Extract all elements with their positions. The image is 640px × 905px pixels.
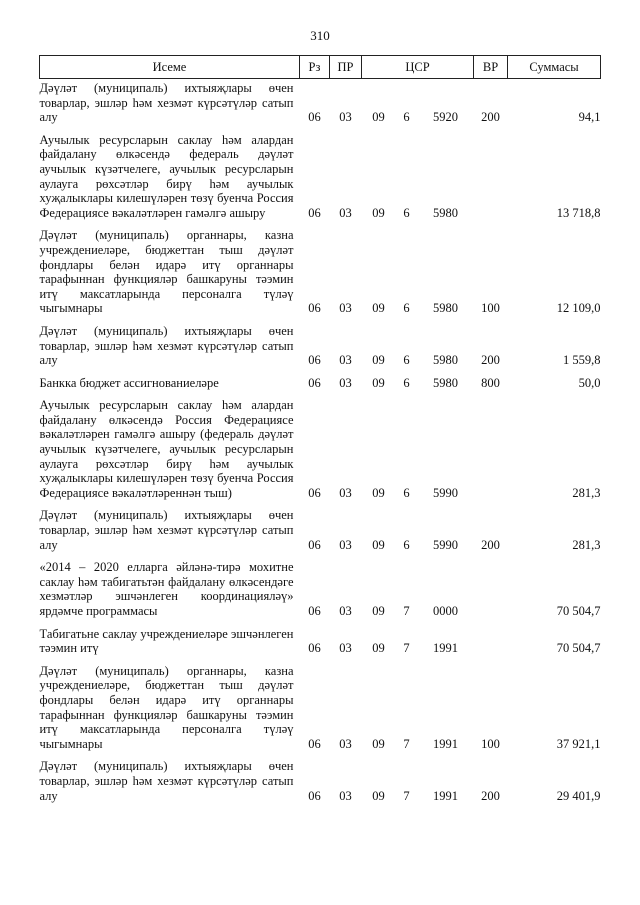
row-name: Аучылык ресурсларын саклау һәм алардан файдалану өлкәсендә федераль дәүләт аучылык күзәтчелеге, аучылык ресурсларын аулауга рөхсәтләр бирү һәм аучылык хуҗалыклары килешүләрен төзү буенча Россия Федерациясе вәкаләтләрен гамәлгә ашыру	[39, 132, 294, 220]
row-csr-part1: 09	[372, 301, 385, 316]
row-rz: 06	[308, 375, 321, 390]
row-csr-part3: 5920	[433, 110, 458, 125]
row-vr: 800	[481, 375, 500, 390]
table-row	[40, 503, 601, 555]
row-sum: 50,0	[578, 375, 601, 390]
row-vr: 200	[481, 353, 500, 368]
table-row	[40, 371, 601, 394]
row-name: Дәүләт (муниципаль) ихтыяҗлары өчен товарлар, эшләр һәм хезмәт күрсәтүләр сатып алу	[39, 81, 294, 125]
row-csr-part3: 5990	[433, 537, 458, 552]
row-name: Дәүләт (муниципаль) ихтыяҗлары өчен товарлар, эшләр һәм хезмәт күрсәтүләр сатып алу	[39, 759, 294, 803]
row-csr-part3: 5980	[433, 375, 458, 390]
row-vr	[474, 128, 508, 224]
row-pr: 03	[339, 110, 352, 125]
row-name: Банкка бюджет ассигнованиеләре	[39, 375, 219, 390]
col-header-pr: ПР	[330, 56, 362, 79]
row-vr: 200	[481, 788, 500, 803]
row-rz: 06	[308, 205, 321, 220]
row-rz: 06	[308, 604, 321, 618]
row-csr-part3: 0000	[433, 604, 458, 618]
table-row	[40, 659, 601, 755]
row-rz: 06	[308, 641, 321, 656]
row-rz: 06	[308, 110, 321, 125]
row-csr-part2: 7	[403, 641, 410, 656]
col-header-vr: ВР	[474, 56, 508, 79]
row-csr-part1: 09	[372, 353, 385, 368]
col-header-csr: ЦСР	[362, 56, 474, 79]
row-csr-part1: 09	[372, 537, 385, 552]
row-sum: 1 559,8	[563, 353, 601, 368]
row-vr: 100	[481, 736, 500, 751]
page-number: 310	[310, 28, 330, 43]
row-csr-part3: 5990	[433, 485, 458, 500]
row-rz: 06	[308, 736, 321, 751]
row-csr-part2: 7	[403, 736, 410, 751]
row-name: Дәүләт (муниципаль) органнары, казна учреждениеләре, бюджеттан тыш дәүләт фондлары белән идарә итү органнары тарафыннан функцияләр башкаруны тәэмин итү максатларында персоналга түләү чыгымнары	[39, 228, 294, 316]
row-sum: 37 921,1	[556, 736, 601, 751]
row-csr-part1: 09	[372, 736, 385, 751]
row-sum: 94,1	[578, 110, 601, 125]
row-csr-part2: 6	[403, 485, 410, 500]
row-csr-part1: 09	[372, 788, 385, 803]
row-sum: 281,3	[572, 485, 601, 500]
row-csr-part2: 6	[403, 375, 410, 390]
col-header-rz: Рз	[300, 56, 330, 79]
table-row	[40, 223, 601, 319]
row-csr-part3: 1991	[433, 641, 458, 656]
row-pr: 03	[339, 375, 352, 390]
row-vr	[474, 622, 508, 659]
row-csr-part2: 6	[403, 353, 410, 368]
row-csr-part2: 7	[403, 604, 410, 618]
row-csr-part1: 09	[372, 641, 385, 656]
row-sum: 12 109,0	[556, 301, 601, 316]
row-vr: 200	[481, 110, 500, 125]
row-csr-part3: 5980	[433, 353, 458, 368]
row-name: Дәүләт (муниципаль) органнары, казна учреждениеләре, бюджеттан тыш дәүләт фондлары белән идарә итү органнары тарафыннан функцияләр башкаруны тәэмин итү максатларында персоналга түләү чыгымнары	[39, 663, 294, 751]
row-sum: 13 718,8	[556, 205, 601, 220]
row-rz: 06	[308, 537, 321, 552]
row-rz: 06	[308, 485, 321, 500]
row-csr-part2: 6	[403, 537, 410, 552]
row-csr-part3: 5980	[433, 205, 458, 220]
row-csr-part3: 5980	[433, 301, 458, 316]
row-rz: 06	[308, 788, 321, 803]
row-name: Аучылык ресурсларын саклау һәм алардан файдалану өлкәсендә Россия Федерациясе вәкаләтләрен гамәлгә ашыру (федераль дәүләт аучылык күзәтчелеге, аучылык ресурсларын аулауга рөхсәтләр бирү һәм аучылык хуҗалыклары килешүләрен төзү буенча Россия Федерациясе вәкаләтләреннән тыш)	[39, 398, 294, 500]
row-csr-part2: 7	[403, 788, 410, 803]
row-vr	[474, 555, 508, 621]
row-csr-part1: 09	[372, 110, 385, 125]
row-csr-part3: 1991	[433, 788, 458, 803]
table-row	[40, 754, 601, 806]
row-csr-part2: 6	[403, 110, 410, 125]
row-name: Табигатьне саклау учреждениеләре эшчәнлеген тәэмин итү	[39, 626, 294, 656]
budget-table	[39, 55, 601, 806]
row-vr	[474, 393, 508, 503]
row-vr: 200	[481, 537, 500, 552]
row-sum: 281,3	[572, 537, 601, 552]
col-header-name: Исеме	[40, 56, 300, 79]
row-pr: 03	[339, 485, 352, 500]
row-rz: 06	[308, 301, 321, 316]
row-pr: 03	[339, 604, 352, 618]
row-name: Дәүләт (муниципаль) ихтыяҗлары өчен товарлар, эшләр һәм хезмәт күрсәтүләр сатып алу	[39, 508, 294, 552]
row-name: «2014 – 2020 елларга әйләнә-тирә мохитне саклау һәм табигатьтән файдалану өлкәсендәге хезмәтләр эшчәнлеген координацияләү» ярдәмче программасы	[39, 560, 294, 618]
row-csr-part2: 6	[403, 205, 410, 220]
table-row	[40, 622, 601, 659]
row-sum: 29 401,9	[556, 788, 601, 803]
table-row	[40, 128, 601, 224]
row-sum: 70 504,7	[556, 641, 601, 656]
row-csr-part3: 1991	[433, 736, 458, 751]
row-csr-part1: 09	[372, 485, 385, 500]
row-pr: 03	[339, 353, 352, 368]
table-row	[40, 555, 601, 621]
table-header	[40, 56, 601, 79]
row-sum: 70 504,7	[556, 604, 601, 618]
row-pr: 03	[339, 788, 352, 803]
row-csr-part1: 09	[372, 604, 385, 618]
row-csr-part1: 09	[372, 375, 385, 390]
row-name: Дәүләт (муниципаль) ихтыяҗлары өчен товарлар, эшләр һәм хезмәт күрсәтүләр сатып алу	[39, 323, 294, 368]
row-csr-part1: 09	[372, 205, 385, 220]
row-csr-part2: 6	[403, 301, 410, 316]
row-rz: 06	[308, 353, 321, 368]
row-vr: 100	[481, 301, 500, 316]
table-row	[40, 319, 601, 371]
row-pr: 03	[339, 537, 352, 552]
table-row	[40, 393, 601, 503]
row-pr: 03	[339, 301, 352, 316]
table-row	[40, 79, 601, 128]
row-pr: 03	[339, 736, 352, 751]
col-header-sum: Суммасы	[508, 56, 601, 79]
row-pr: 03	[339, 205, 352, 220]
row-pr: 03	[339, 641, 352, 656]
